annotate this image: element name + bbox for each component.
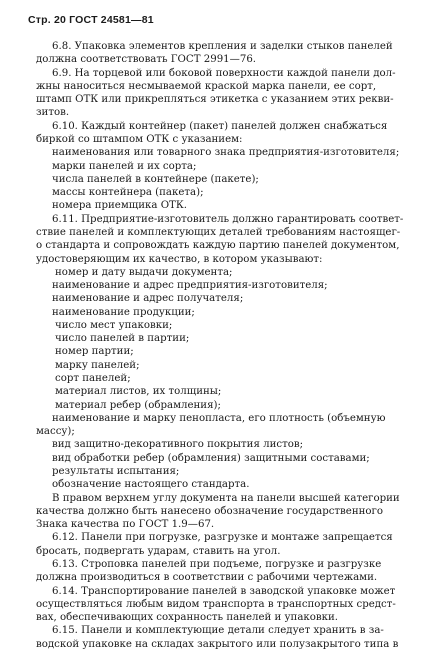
- text-line: 6.9. На торцевой или боковой поверхности каждой панели дол-: [52, 67, 396, 79]
- text-line: Знака качества по ГОСТ 1.9—67.: [36, 519, 215, 531]
- text-line: бросать, подвергать ударам, ставить на угол.: [36, 545, 281, 557]
- text-line: о стандарта и сопровождать каждую партию панелей документом,: [36, 240, 400, 252]
- text-line: обозначение настоящего стандарта.: [52, 479, 250, 491]
- text-line: 6.11. Предприятие-изготовитель должно гарантировать соответ-: [52, 213, 404, 225]
- text-line: должна производиться в соответствии с рабочими чертежами.: [36, 572, 378, 584]
- text-line: вах, обеспечивающих сохранность панелей и упаковки.: [36, 612, 339, 624]
- text-line: результаты испытания;: [52, 466, 180, 477]
- text-line: число мест упаковки;: [55, 319, 173, 331]
- text-line: номер партии;: [55, 346, 134, 358]
- text-line: ствие панелей и комплектующих деталей требованиям настоящег-: [36, 226, 401, 238]
- text-line: штамп ОТК или прикрепляться этикетка с указанием этих рекви-: [36, 94, 394, 106]
- text-line: 6.12. Панели при погрузке, разгрузке и монтаже запрещается: [52, 532, 393, 544]
- text-line: зитов.: [36, 107, 70, 119]
- text-line: 6.13. Строповка панелей при подъеме, погрузке и разгрузке: [52, 558, 382, 570]
- text-line: наименования или товарного знака предприятия-изготовителя;: [52, 147, 400, 159]
- text-line: числа панелей в контейнере (пакете);: [52, 173, 259, 185]
- text-line: 6.14. Транспортирование панелей в заводской упаковке может: [52, 585, 396, 597]
- text-line: массу);: [36, 426, 75, 438]
- text-line: номер и дату выдачи документа;: [55, 266, 233, 278]
- text-line: число панелей в партии;: [55, 333, 190, 345]
- text-line: вид защитно-декоративного покрытия листов;: [52, 439, 304, 451]
- text-line: материал листов, их толщины;: [55, 386, 222, 398]
- page-header: Стр. 20 ГОСТ 24581—81: [28, 14, 154, 26]
- text-line: вид обработки ребер (обрамления) защитными составами;: [52, 452, 370, 464]
- text-line: 6.15. Панели и комплектующие детали следует хранить в за-: [52, 625, 384, 637]
- text-line: биркой со штампом ОТК с указанием:: [36, 133, 243, 145]
- text-line: марку панелей;: [55, 359, 140, 371]
- text-line: наименование и адрес получателя;: [52, 293, 244, 305]
- text-line: наименование и марку пенопласта, его плотность (объемную: [52, 412, 386, 424]
- text-line: должна соответствовать ГОСТ 2991—76.: [36, 54, 257, 66]
- text-line: наименование продукции;: [52, 306, 195, 318]
- text-line: массы контейнера (пакета);: [52, 187, 204, 199]
- text-line: водской упаковке на складах закрытого или полузакрытого типа в: [36, 638, 399, 650]
- text-line: жны наноситься несмываемой краской марка панели, ее сорт,: [36, 80, 377, 92]
- text-line: качества должно быть нанесено обозначение государственного: [36, 505, 384, 517]
- text-line: марки панелей и их сорта;: [52, 160, 197, 172]
- text-line: осуществляться любым видом транспорта в транспортных средст-: [36, 598, 396, 610]
- text-line: сорт панелей;: [55, 373, 131, 385]
- text-line: 6.10. Каждый контейнер (пакет) панелей должен снабжаться: [52, 120, 388, 132]
- text-line: материал ребер (обрамления);: [55, 399, 221, 411]
- text-line: 6.8. Упаковка элементов крепления и заделки стыков панелей: [52, 41, 393, 52]
- text-line: удостоверяющим их качество, в котором указывают:: [36, 253, 323, 265]
- text-line: номера приемщика ОТК.: [52, 200, 187, 212]
- document-body: [36, 40, 408, 651]
- text-line: В правом верхнем углу документа на панели высшей категории: [52, 492, 400, 504]
- text-line: наименование и адрес предприятия-изготовителя;: [52, 280, 328, 292]
